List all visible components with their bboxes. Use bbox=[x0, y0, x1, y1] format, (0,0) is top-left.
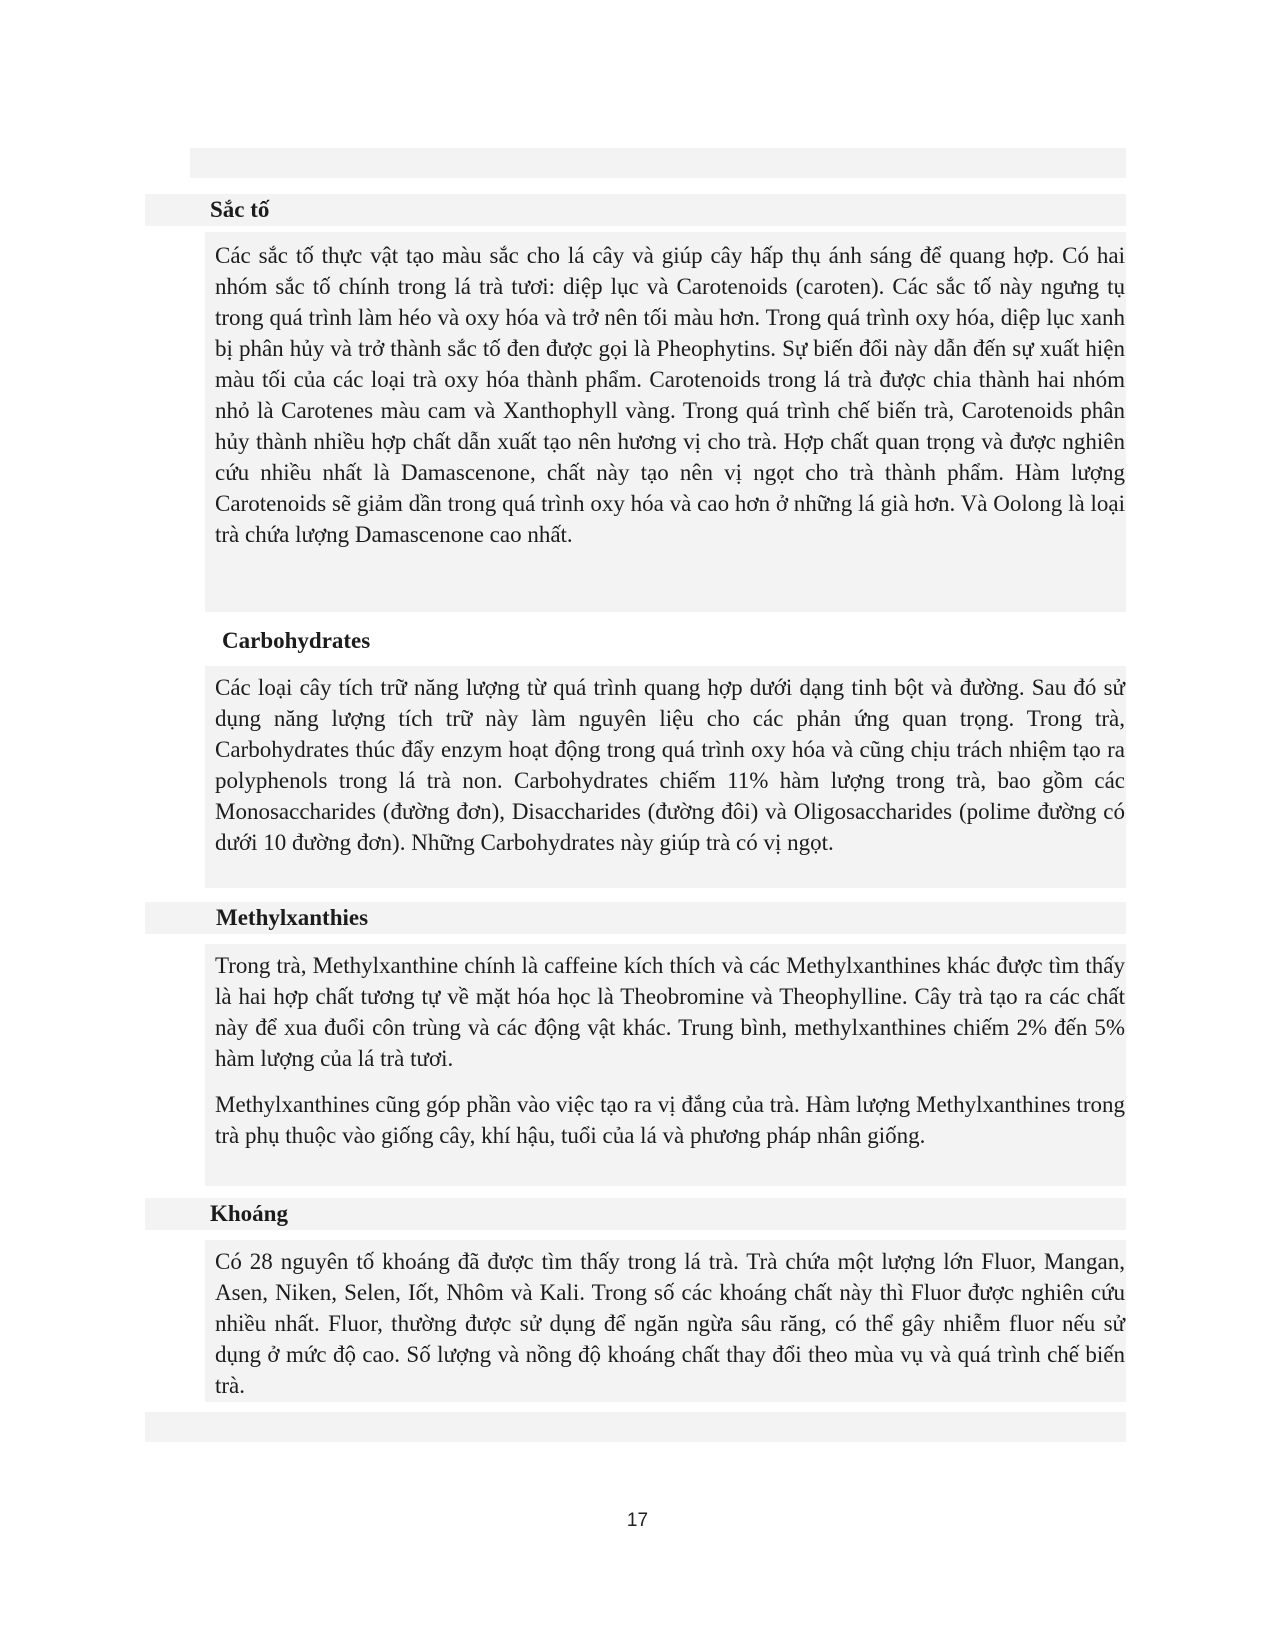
section-heading-carbohydrates: Carbohydrates bbox=[222, 628, 371, 653]
section-paragraph-carbohydrates: Các loại cây tích trữ năng lượng từ quá trình quang hợp dưới dạng tinh bột và đường. Sau đó sử dụng năng lượng tích trữ này làm nguyên liệu cho các phản ứng quan trọng. Trong trà, Carbohydrates thúc đẩy enzym hoạt động trong quá trình oxy hóa và cũng chịu trách nhiệm tạo ra polyphenols trong lá trà non. Carbohydrates chiếm 11% hàm lượng trong trà, bao gồm các Monosaccharides (đường đơn), Disaccharides (đường đôi) và Oligosaccharides (polime đường có dưới 10 đường đơn). Những Carbohydrates này giúp trà có vị ngọt. bbox=[215, 675, 1125, 855]
shading-band-bottom bbox=[145, 1412, 1126, 1442]
shading-band-top bbox=[190, 148, 1126, 178]
section-heading-sac-to: Sắc tố bbox=[210, 197, 270, 222]
section-paragraph-khoang: Có 28 nguyên tố khoáng đã được tìm thấy trong lá trà. Trà chứa một lượng lớn Fluor, Mangan, Asen, Niken, Selen, Iốt, Nhôm và Kali. Trong số các khoáng chất này thì Fluor được nghiên cứu nhiều nhất. Fluor, thường được sử dụng để ngăn ngừa sâu răng, có thể gây nhiễm fluor nếu sử dụng ở mức độ cao. Số lượng và nồng độ khoáng chất thay đổi theo mùa vụ và quá trình chế biến trà. bbox=[215, 1249, 1125, 1398]
page-number: 17 bbox=[626, 1510, 649, 1531]
section-paragraph-sac-to: Các sắc tố thực vật tạo màu sắc cho lá cây và giúp cây hấp thụ ánh sáng để quang hợp. Có hai nhóm sắc tố chính trong lá trà tươi: diệp lục và Carotenoids (caroten). Các sắc tố này ngưng tụ trong quá trình làm héo và oxy hóa và trở nên tối màu hơn. Trong quá trình oxy hóa, diệp lục xanh bị phân hủy và trở thành sắc tố đen được gọi là Pheophytins. Sự biến đổi này dẫn đến sự xuất hiện màu tối của các loại trà oxy hóa thành phẩm. Carotenoids trong lá trà được chia thành hai nhóm nhỏ là Carotenes màu cam và Xanthophyll vàng. Trong quá trình chế biến trà, Carotenoids phân hủy thành nhiều hợp chất dẫn xuất tạo nên hương vị cho trà. Hợp chất quan trọng và được nghiên cứu nhiều nhất là Damascenone, chất này tạo nên vị ngọt cho trà thành phẩm. Hàm lượng Carotenoids sẽ giảm dần trong quá trình oxy hóa và cao hơn ở những lá già hơn. Và Oolong là loại trà chứa lượng Damascenone cao nhất. bbox=[215, 243, 1125, 547]
section-heading-khoang: Khoáng bbox=[210, 1201, 288, 1226]
shading-band-heading-4 bbox=[145, 1198, 1126, 1230]
section-paragraph-methylxanthies-2: Methylxanthines cũng góp phần vào việc tạo ra vị đắng của trà. Hàm lượng Methylxanthines trong trà phụ thuộc vào giống cây, khí hậu, tuổi của lá và phương pháp nhân giống. bbox=[215, 1092, 1125, 1148]
section-paragraph-methylxanthies-1: Trong trà, Methylxanthine chính là caffeine kích thích và các Methylxanthines khác được tìm thấy là hai hợp chất tương tự về mặt hóa học là Theobromine và Theophylline. Cây trà tạo ra các chất này để xua đuổi côn trùng và các động vật khác. Trung bình, methylxanthines chiếm 2% đến 5% hàm lượng của lá trà tươi. bbox=[215, 953, 1125, 1071]
shading-band-heading-1 bbox=[145, 194, 1126, 226]
section-heading-methylxanthies: Methylxanthies bbox=[216, 905, 369, 930]
